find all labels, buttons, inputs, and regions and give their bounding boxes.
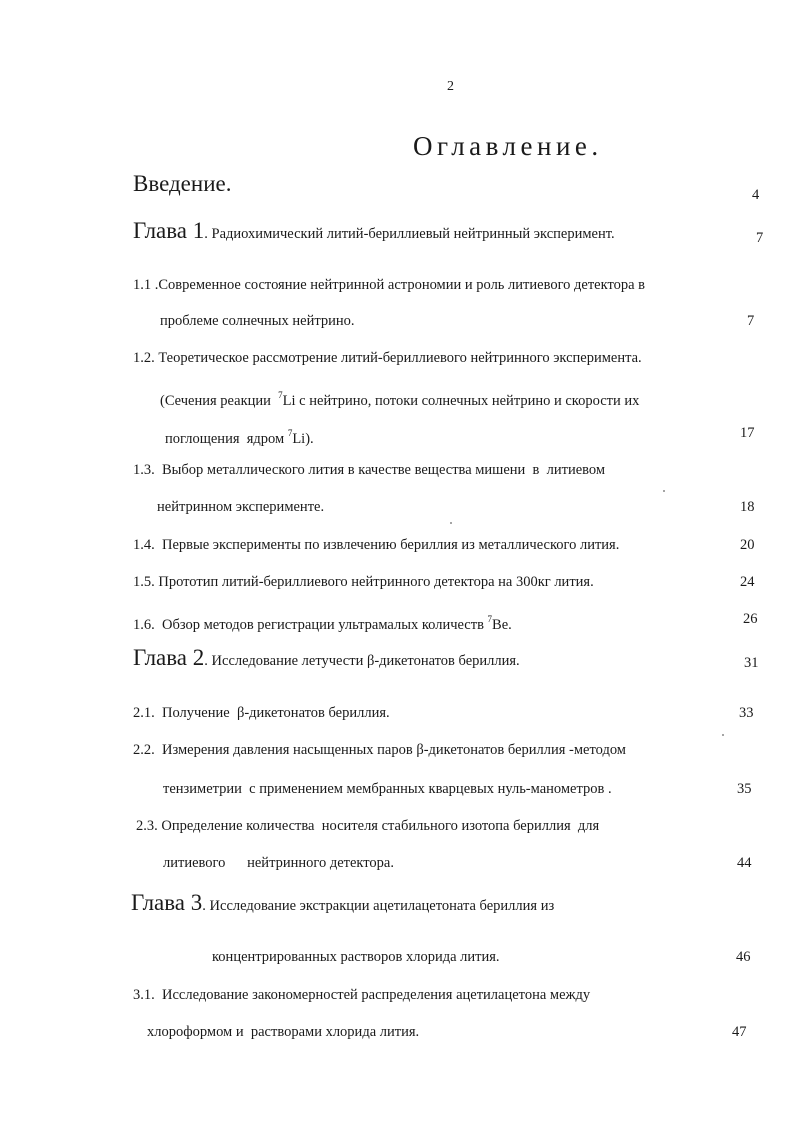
toc-text: 1.2. Теоретическое рассмотрение литий-бериллиевого нейтринного эксперимента. xyxy=(133,350,642,366)
toc-text: 1.5. Прототип литий-бериллиевого нейтринного детектора на 300кг лития. xyxy=(133,574,594,590)
toc-entry-line xyxy=(133,171,232,196)
toc-page-number: 31 xyxy=(744,655,759,671)
toc-page-number: 7 xyxy=(756,230,764,246)
toc-entry-line xyxy=(133,741,626,759)
toc-text: Be. xyxy=(492,617,512,633)
toc-entry-line xyxy=(133,610,512,634)
toc-page-number: 24 xyxy=(740,574,755,590)
toc-text: поглощения ядром xyxy=(165,431,288,447)
superscript: 7 xyxy=(487,614,493,624)
toc-text: 2.3. Определение количества носителя стабильного изотопа бериллия для xyxy=(136,818,600,834)
scan-speck xyxy=(663,490,665,492)
toc-entry-line xyxy=(133,218,615,243)
superscript: 7 xyxy=(287,428,293,438)
toc-page-number: 20 xyxy=(740,537,755,553)
toc-entry-line xyxy=(163,780,612,798)
toc-text: . Исследование летучести β-дикетонатов бериллия. xyxy=(204,653,520,669)
chapter-label: Глава 2 xyxy=(133,645,205,670)
toc-entry-line xyxy=(160,386,639,410)
toc-text: 1.4. Первые эксперименты по извлечению бериллия из металлического лития. xyxy=(133,537,620,553)
toc-entry-line xyxy=(163,854,394,872)
toc-text: . Радиохимический литий-бериллиевый нейтринный эксперимент. xyxy=(204,226,615,242)
superscript: 7 xyxy=(278,390,283,400)
scan-speck xyxy=(450,522,452,524)
toc-entry-line xyxy=(160,312,355,330)
toc-page-number: 18 xyxy=(740,499,755,515)
toc-text: 1.1 .Современное состояние нейтринной астрономии и роль литиевого детектора в xyxy=(133,277,646,293)
toc-text: хлороформом и растворами хлорида лития. xyxy=(147,1024,420,1040)
toc-text: Li с нейтрино, потоки солнечных нейтрино и скорости их xyxy=(282,393,640,409)
toc-text: тензиметрии с применением мембранных кварцевых нуль-манометров . xyxy=(163,781,612,797)
page-title: Оглавление. xyxy=(413,131,603,161)
toc-page-number: 35 xyxy=(737,781,752,797)
toc-text: Li). xyxy=(292,431,314,447)
toc-entry-line xyxy=(133,276,645,294)
toc-text: литиевого нейтринного детектора. xyxy=(163,855,394,871)
toc-text: концентрированных растворов хлорида лития. xyxy=(212,949,500,965)
page-number: 2 xyxy=(447,79,454,94)
toc-entry-line xyxy=(165,424,314,448)
toc-page-number: 46 xyxy=(736,949,751,965)
toc-text: 2.2. Измерения давления насыщенных паров β-дикетонатов бериллия -методом xyxy=(133,742,626,758)
toc-entry-line xyxy=(133,645,520,670)
chapter-label: Глава 1 xyxy=(133,218,205,243)
toc-entry-line xyxy=(133,349,642,367)
toc-entry-line xyxy=(133,573,594,591)
toc-entry-line xyxy=(136,817,599,835)
toc-text: . Исследование экстракции ацетилацетоната бериллия из xyxy=(202,898,555,914)
toc-text: 1.3. Выбор металлического лития в качестве вещества мишени в литиевом xyxy=(133,462,606,478)
toc-text: нейтринном эксперименте. xyxy=(157,499,325,515)
toc-text: 2.1. Получение β-дикетонатов бериллия. xyxy=(133,705,390,721)
toc-page-number: 7 xyxy=(747,313,755,329)
chapter-label: Введение. xyxy=(133,171,232,196)
toc-entry-line xyxy=(157,498,324,516)
toc-page-number: 47 xyxy=(732,1024,747,1040)
toc-page-number: 17 xyxy=(740,425,755,441)
toc-entry-line xyxy=(131,890,555,915)
toc-text: (Сечения реакции xyxy=(160,393,279,409)
toc-entry-line xyxy=(133,536,619,554)
toc-page-number: 4 xyxy=(752,187,760,203)
toc-entry-line xyxy=(212,948,500,966)
scan-speck xyxy=(722,734,724,736)
toc-page-number: 44 xyxy=(737,855,752,871)
chapter-label: Глава 3 xyxy=(131,890,203,915)
toc-entry-line xyxy=(147,1023,419,1041)
toc-text: 1.6. Обзор методов регистрации ультрамалых количеств xyxy=(133,617,488,633)
toc-text: проблеме солнечных нейтрино. xyxy=(160,313,355,329)
toc-page-number: 33 xyxy=(739,705,754,721)
toc-entry-line xyxy=(133,461,605,479)
toc-entry-line xyxy=(133,704,390,722)
toc-page-number: 26 xyxy=(743,611,758,627)
toc-entry-line xyxy=(133,986,590,1004)
toc-text: 3.1. Исследование закономерностей распределения ацетилацетона между xyxy=(133,987,591,1003)
